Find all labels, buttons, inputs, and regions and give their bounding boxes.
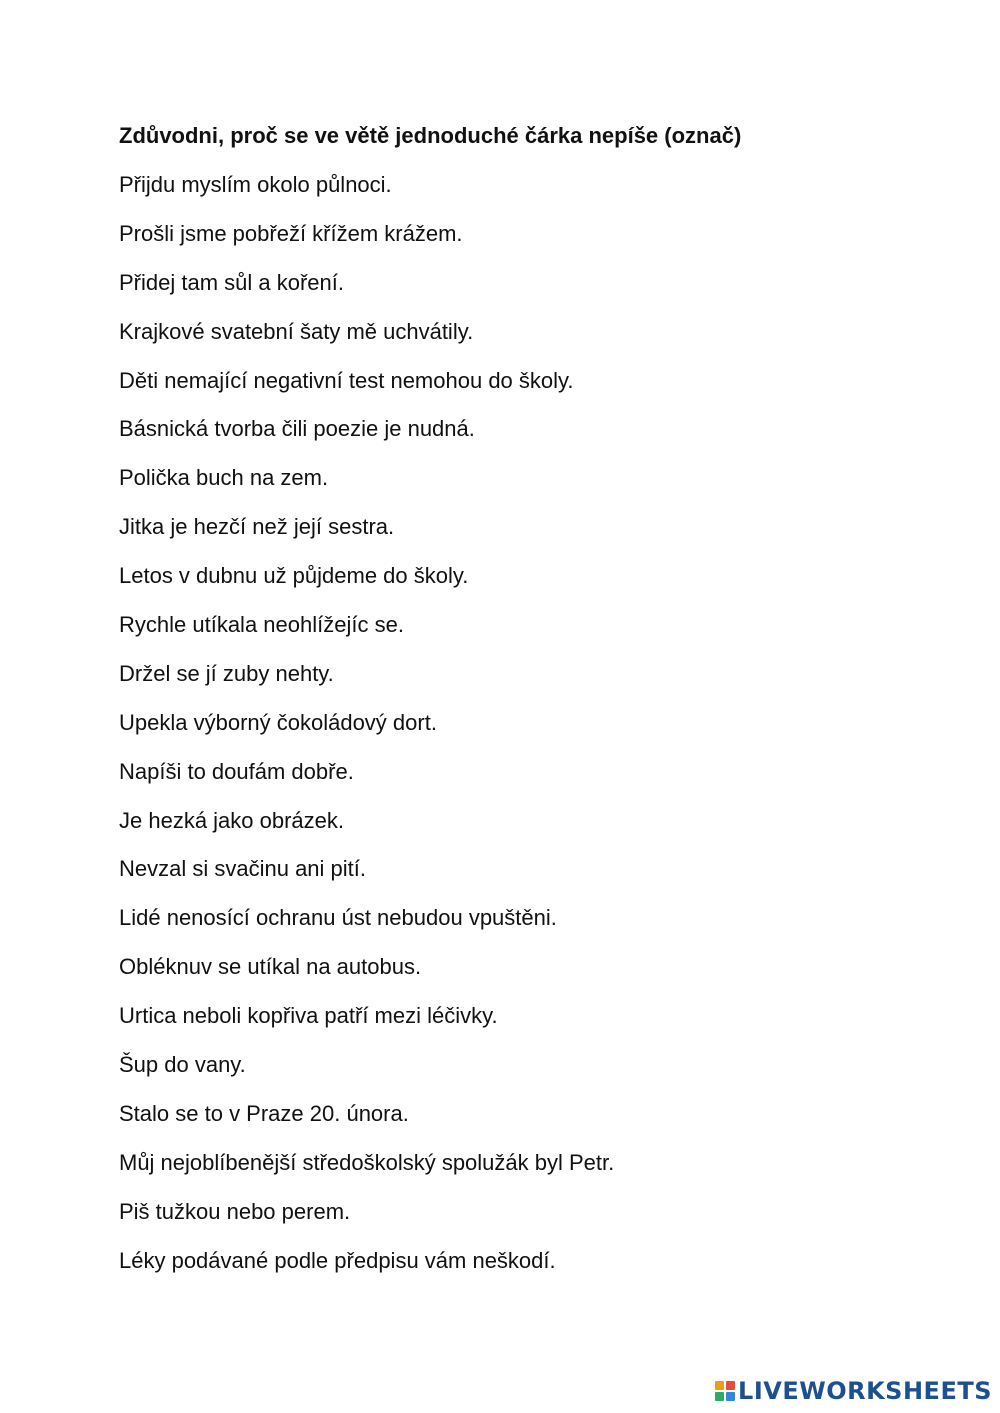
sentence-item: Nevzal si svačinu ani pití. bbox=[119, 856, 366, 882]
sentence-item: Básnická tvorba čili poezie je nudná. bbox=[119, 416, 475, 442]
sentence-item: Léky podávané podle předpisu vám neškodí. bbox=[119, 1247, 556, 1273]
sentence-item: Krajkové svatební šaty mě uchvátily. bbox=[119, 318, 474, 344]
sentence-item: Prošli jsme pobřeží křížem krážem. bbox=[119, 220, 463, 246]
sentence-item: Jitka je hezčí než její sestra. bbox=[119, 514, 395, 540]
logo-square-red bbox=[726, 1381, 735, 1390]
sentence-item: Je hezká jako obrázek. bbox=[119, 807, 345, 833]
sentence-item: Šup do vany. bbox=[119, 1052, 246, 1078]
sentence-item: Letos v dubnu už půjdeme do školy. bbox=[119, 563, 469, 589]
sentence-item: Přijdu myslím okolo půlnoci. bbox=[119, 172, 392, 197]
sentence-item: Stalo se to v Praze 20. února. bbox=[119, 1100, 409, 1126]
sentence-item: Můj nejoblíbenější středoškolský spolužák byl Petr. bbox=[119, 1149, 615, 1175]
sentence-item: Přidej tam sůl a koření. bbox=[119, 269, 344, 295]
sentence-item: Napíši to doufám dobře. bbox=[119, 758, 354, 784]
sentence-item: Urtica neboli kopřiva patří mezi léčivky. bbox=[119, 1003, 498, 1029]
sentence-item: Upekla výborný čokoládový dort. bbox=[119, 709, 437, 735]
sentence-item: Rychle utíkala neohlížejíc se. bbox=[119, 612, 404, 638]
liveworksheets-logo-icon bbox=[715, 1381, 735, 1401]
sentence-item: Polička buch na zem. bbox=[119, 465, 329, 491]
logo-square-green bbox=[715, 1392, 724, 1401]
sentence-list bbox=[119, 170, 614, 1294]
liveworksheets-wordmark: LIVEWORKSHEETS bbox=[738, 1377, 992, 1405]
liveworksheets-brand bbox=[715, 1373, 992, 1409]
logo-square-orange bbox=[715, 1381, 724, 1390]
sentence-item: Obléknuv se utíkal na autobus. bbox=[119, 954, 422, 980]
sentence-item: Piš tužkou nebo perem. bbox=[119, 1198, 351, 1224]
sentence-item: Lidé nenosící ochranu úst nebudou vpuštěni. bbox=[119, 905, 557, 931]
worksheet-heading: Zdůvodni, proč se ve větě jednoduché čárka nepíše (označ) bbox=[119, 123, 742, 148]
sentence-item: Držel se jí zuby nehty. bbox=[119, 660, 334, 686]
sentence-item: Děti nemající negativní test nemohou do školy. bbox=[119, 367, 574, 393]
logo-square-blue bbox=[726, 1392, 735, 1401]
